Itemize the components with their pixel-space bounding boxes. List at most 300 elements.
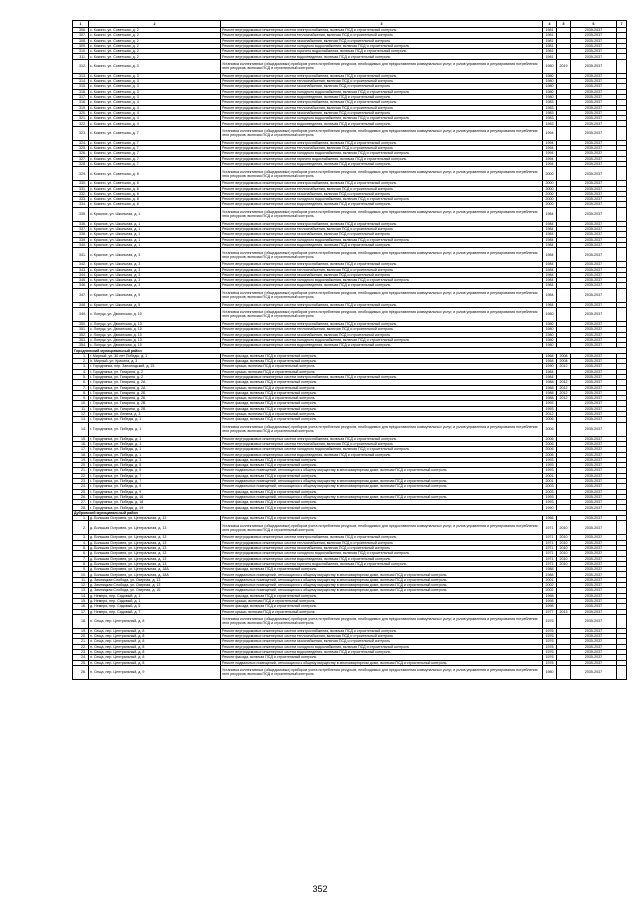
address-cell: с. Кокино, ул. Советская, д. 8 xyxy=(89,191,221,196)
period-cell: 2035-2037 xyxy=(571,321,617,326)
year-built-cell: 1988 xyxy=(543,567,557,572)
address-cell: с. Красное, ул. Школьная, д. 5 xyxy=(89,302,221,307)
repair-schedule-table xyxy=(72,20,627,680)
work-cell: Ремонт крыши, включая ПСД и строительный контроль xyxy=(221,598,543,603)
year-built-cell: 1980 xyxy=(543,321,557,326)
work-cell: Ремонт внутридомовых инженерных систем электроснабжения, включая ПСД и строительный контроль xyxy=(221,221,543,226)
work-cell: Ремонт внутридомовых инженерных систем газоснабжения, включая ПСД и строительный контроль xyxy=(221,38,543,43)
work-cell: Ремонт фасада, включая ПСД и строительный контроль xyxy=(221,380,543,385)
address-cell: с. Кокино, ул. Советская, д. 4 xyxy=(89,121,221,126)
row-number: 6. xyxy=(73,551,89,556)
work-cell: Ремонт внутридомовых инженерных систем водоотведения, включая ПСД и строительный контроль xyxy=(221,242,543,247)
address-cell: с. Кокино, ул. Советская, д. 3 xyxy=(89,59,221,73)
col-header-3: 3 xyxy=(221,21,543,28)
year-built-cell: 2000 xyxy=(543,167,557,181)
address-cell: г. Городнянка, ул. Победы, д. 7 xyxy=(89,473,221,478)
row-number: 333. xyxy=(73,197,89,202)
year-built-cell: 1994 xyxy=(543,146,557,151)
address-cell: г. Городнянка, ул. Гагарина, д. 2В xyxy=(89,406,221,411)
year-built-cell: 1984 xyxy=(543,248,557,262)
period-cell: 2035-2037 xyxy=(571,278,617,283)
year-built-cell: 1981 xyxy=(543,33,557,38)
work-cell: Ремонт фасада, включая ПСД и строительный контроль xyxy=(221,593,543,598)
address-cell: г. Городнянка, ул. Победы, д. 19 xyxy=(89,505,221,510)
period-cell: 2035-2037 xyxy=(571,28,617,33)
work-cell: Ремонт фасада, включая ПСД и строительный контроль xyxy=(221,457,543,462)
year-built-cell: 1968 xyxy=(543,353,557,358)
address-cell: д. Немеро, пер. Садовый, д. 1 xyxy=(89,593,221,598)
row-number: 330. xyxy=(73,181,89,186)
row-number: 335. xyxy=(73,207,89,221)
period-cell: 2035-2037 xyxy=(571,577,617,582)
address-cell: с. Кокино, ул. Советская, д. 3 xyxy=(89,84,221,89)
year-built-cell: 1981 xyxy=(543,43,557,48)
work-cell: Ремонт внутридомовых инженерных систем газоснабжения, включая ПСД и строительный контроль xyxy=(221,110,543,115)
year-built-cell: 1980 xyxy=(543,332,557,337)
address-cell: д. Большая Островня, ул. Центральная, д. 18А xyxy=(89,567,221,572)
work-cell: Ремонт подвальных помещений, относящихся к общему имуществу в многоквартирном доме, включая ПСД и строительный контроль xyxy=(221,484,543,489)
year-repair-cell: 2010 xyxy=(557,561,571,566)
work-cell: Ремонт внутридомовых инженерных систем теплоснабжения, включая ПСД и строительный контроль xyxy=(221,146,543,151)
period-cell: 2035-2037 xyxy=(571,609,617,614)
address-cell: с. Кокино, ул. Советская, д. 8 xyxy=(89,186,221,191)
year-built-cell: 1984 xyxy=(543,227,557,232)
blank-cell xyxy=(617,307,627,321)
year-built-cell: 2001 xyxy=(543,479,557,484)
address-cell: г. Мирный, ул. 30 лет Победы, д. 1 xyxy=(89,353,221,358)
address-cell: г. Городнянка, ул. Победы, д. 1 xyxy=(89,422,221,436)
work-cell: Ремонт внутридомовых инженерных систем теплоснабжения, включая ПСД и строительный контроль xyxy=(221,105,543,110)
period-cell: 2035-2037 xyxy=(571,665,617,679)
period-cell: 2035-2037 xyxy=(571,307,617,321)
address-cell: с. Кокино, ул. Советская, д. 4 xyxy=(89,100,221,105)
year-built-cell: 1993 xyxy=(543,494,557,499)
row-number: 18. xyxy=(73,614,89,628)
address-cell: с. Красное, ул. Школьная, д. 1 xyxy=(89,232,221,237)
row-number: 315. xyxy=(73,84,89,89)
year-built-cell: 1980 xyxy=(543,307,557,321)
year-built-cell: 1981 xyxy=(543,28,557,33)
work-cell: Ремонт внутридомовых инженерных систем электроснабжения, включая ПСД и строительный контроль xyxy=(221,181,543,186)
period-cell: 2035-2037 xyxy=(571,207,617,221)
work-cell: Ремонт внутридомовых инженерных систем водоотведения, включая ПСД и строительный контроль xyxy=(221,283,543,288)
work-cell: Ремонт внутридомовых инженерных систем электроснабжения, включая ПСД и строительный контроль xyxy=(221,535,543,540)
row-number: 354. xyxy=(73,343,89,348)
address-cell: г. Городнянка, ул. Победы, д. 3 xyxy=(89,457,221,462)
address-cell: с. Лопуцк, ул. Дюхинская, д. 10 xyxy=(89,327,221,332)
address-cell: г. Городнянка, ул. Победы, д. 16 xyxy=(89,494,221,499)
address-cell: г. Городнянка, ул. Гагарина, д. 2 xyxy=(89,374,221,379)
period-cell: 2035-2037 xyxy=(571,604,617,609)
period-cell: 2035-2037 xyxy=(571,535,617,540)
row-number: 9. xyxy=(73,396,89,401)
row-number: 326. xyxy=(73,151,89,156)
year-built-cell: 1980 xyxy=(543,73,557,78)
work-cell: Ремонт внутридомовых инженерных систем водоотведения, включая ПСД и строительный контроль xyxy=(221,94,543,99)
year-built-cell: 1990 xyxy=(543,505,557,510)
year-built-cell: 1971 xyxy=(543,545,557,550)
period-cell: 2035-2037 xyxy=(571,588,617,593)
year-built-cell: 1976 xyxy=(543,655,557,660)
row-number: 337. xyxy=(73,227,89,232)
period-cell: 2035-2037 xyxy=(571,283,617,288)
table-row xyxy=(73,307,627,321)
row-number: 22. xyxy=(73,644,89,649)
period-cell: 2035-2037 xyxy=(571,89,617,94)
row-number: 10. xyxy=(73,572,89,577)
year-built-cell: 1993 xyxy=(543,406,557,411)
year-built-cell: 1983 xyxy=(543,110,557,115)
year-built-cell: 1994 xyxy=(543,126,557,140)
blank-cell xyxy=(617,521,627,535)
period-cell: 2035-2037 xyxy=(571,561,617,566)
year-built-cell: 1994 xyxy=(543,161,557,166)
period-cell: 2035-2037 xyxy=(571,94,617,99)
work-cell: Ремонт фасада, включая ПСД и строительный контроль xyxy=(221,401,543,406)
year-repair-cell: 2012 xyxy=(557,364,571,369)
row-number: 22. xyxy=(73,473,89,478)
period-cell: 2035-2037 xyxy=(571,272,617,277)
work-cell: Ремонт внутридомовых инженерных систем водоотведения, включая ПСД и строительный контроль xyxy=(221,343,543,348)
address-cell: с. Кокино, ул. Советская, д. 3 xyxy=(89,79,221,84)
work-cell: Ремонт внутридомовых инженерных систем газоснабжения, включая ПСД и строительный контроль xyxy=(221,191,543,196)
period-cell: 2035-2037 xyxy=(571,227,617,232)
row-number: 8. xyxy=(73,390,89,395)
work-cell: Ремонт внутридомовых инженерных систем электроснабжения, включая ПСД и строительный контроль xyxy=(221,628,543,633)
year-repair-cell xyxy=(557,207,571,221)
work-cell: Ремонт внутридомовых инженерных систем электроснабжения, включая ПСД и строительный контроль xyxy=(221,436,543,441)
year-built-cell: 2006 xyxy=(543,441,557,446)
row-number: 11. xyxy=(73,577,89,582)
year-built-cell: 1983 xyxy=(543,116,557,121)
year-built-cell: 2006 xyxy=(543,447,557,452)
address-cell: с. Красное, ул. Школьная, д. 1 xyxy=(89,227,221,232)
work-cell: Ремонт внутридомовых инженерных систем холодного водоснабжения, включая ПСД и строительный контроль xyxy=(221,151,543,156)
address-cell: г. Городнянка, ул. Победы, д. 1 xyxy=(89,417,221,422)
work-cell: Установка коллективных (общедомовых) приборов учета потребления ресурсов, необходимых для предоставления коммунальных услуг, и узлов управления и регулирования потребления этих ресурсов, включая ПСД и строительный контроль xyxy=(221,59,543,73)
period-cell: 2035-2037 xyxy=(571,479,617,484)
period-cell: 2035-2037 xyxy=(571,181,617,186)
address-cell: п. Сеща, пер. Центральный, д. 8 xyxy=(89,660,221,665)
period-cell: 2035-2037 xyxy=(571,417,617,422)
year-repair-cell: 2010 xyxy=(557,540,571,545)
row-number: 7. xyxy=(73,556,89,561)
address-cell: с. Кокино, ул. Советская, д. 4 xyxy=(89,116,221,121)
year-built-cell: 1998 xyxy=(543,598,557,603)
period-cell: 2035-2037 xyxy=(571,660,617,665)
period-cell: 2035-2037 xyxy=(571,634,617,639)
period-cell: 2035-2037 xyxy=(571,327,617,332)
work-cell: Ремонт внутридомовых инженерных систем холодного водоснабжения, включая ПСД и строительный контроль xyxy=(221,337,543,342)
period-cell: 2035-2037 xyxy=(571,105,617,110)
period-cell: 2035-2037 xyxy=(571,567,617,572)
row-number: 314. xyxy=(73,79,89,84)
year-repair-cell: 2010 xyxy=(557,521,571,535)
row-number: 339. xyxy=(73,237,89,242)
period-cell: 2035-2037 xyxy=(571,593,617,598)
address-cell: г. Городнянка, ул. Ленина, д. 3 xyxy=(89,412,221,417)
year-built-cell: 1988 xyxy=(543,380,557,385)
year-built-cell: 1971 xyxy=(543,540,557,545)
year-built-cell: 2003 xyxy=(543,489,557,494)
period-cell: 2035-2037 xyxy=(571,100,617,105)
period-cell: 2035-2037 xyxy=(571,583,617,588)
year-repair-cell xyxy=(557,307,571,321)
year-built-cell: 1998 xyxy=(543,593,557,598)
period-cell: 2035-2037 xyxy=(571,396,617,401)
year-built-cell: 1976 xyxy=(543,628,557,633)
year-built-cell: 1971 xyxy=(543,551,557,556)
row-number: 23. xyxy=(73,479,89,484)
row-number: 320. xyxy=(73,110,89,115)
year-built-cell: 1984 xyxy=(543,369,557,374)
period-cell: 2035-2037 xyxy=(571,337,617,342)
row-number: 348. xyxy=(73,302,89,307)
year-repair-cell xyxy=(557,126,571,140)
table-row xyxy=(73,665,627,679)
period-cell: 2035-2037 xyxy=(571,38,617,43)
row-number: 353. xyxy=(73,337,89,342)
work-cell: Установка коллективных (общедомовых) приборов учета потребления ресурсов, необходимых для предоставления коммунальных услуг, и узлов управления и регулирования потребления этих ресурсов, включая ПСД и строительный контроль xyxy=(221,307,543,321)
address-cell: с. Красное, ул. Школьная, д. 3 xyxy=(89,283,221,288)
work-cell: Ремонт внутридомовых инженерных систем газоснабжения, включая ПСД и строительный контроль xyxy=(221,272,543,277)
row-number: 20. xyxy=(73,634,89,639)
address-cell: г. Городнянка, ул. Победы, д. 5 xyxy=(89,463,221,468)
year-built-cell: 1983 xyxy=(543,105,557,110)
period-cell: 2035-2037 xyxy=(571,463,617,468)
work-cell: Ремонт подвальных помещений, относящихся к общему имуществу в многоквартирном доме, включая ПСД и строительный контроль xyxy=(221,660,543,665)
year-built-cell: 2006 xyxy=(543,436,557,441)
year-built-cell: 1966 xyxy=(543,516,557,521)
address-cell: д. Большая Островня, ул. Центральная, д. 13 xyxy=(89,521,221,535)
year-built-cell: 1984 xyxy=(543,237,557,242)
period-cell: 2035-2037 xyxy=(571,650,617,655)
col-header-4: 4 xyxy=(543,21,557,28)
row-number: 13. xyxy=(73,417,89,422)
period-cell: 2035-2037 xyxy=(571,521,617,535)
address-cell: д. Зимницкая Слобода, ул. Озерная, д. 15 xyxy=(89,588,221,593)
row-number: 24. xyxy=(73,484,89,489)
address-cell: с. Кокино, ул. Советская, д. 4 xyxy=(89,110,221,115)
row-number: 309. xyxy=(73,43,89,48)
year-repair-cell: 2008 xyxy=(557,353,571,358)
year-built-cell: 1980 xyxy=(543,337,557,342)
address-cell: г. Городнянка, ул. Гагарина, д. 2А xyxy=(89,380,221,385)
row-number: 20. xyxy=(73,463,89,468)
address-cell: с. Кокино, ул. Советская, д. 7 xyxy=(89,146,221,151)
period-cell: 2035-2037 xyxy=(571,156,617,161)
work-cell: Ремонт внутридомовых инженерных систем водоотведения, включая ПСД и строительный контроль xyxy=(221,121,543,126)
work-cell: Ремонт крыши, включая ПСД и строительный контроль xyxy=(221,412,543,417)
row-number: 15. xyxy=(73,598,89,603)
work-cell: Ремонт внутридомовых инженерных систем электроснабжения, включая ПСД и строительный контроль xyxy=(221,302,543,307)
address-cell: д. Немеро, пер. Садовый, д. 1 xyxy=(89,598,221,603)
work-cell: Ремонт внутридомовых инженерных систем теплоснабжения, включая ПСД и строительный контроль xyxy=(221,634,543,639)
address-cell: с. Кокино, ул. Советская, д. 8 xyxy=(89,197,221,202)
year-built-cell: 1994 xyxy=(543,151,557,156)
work-cell: Установка коллективных (общедомовых) приборов учета потребления ресурсов, необходимых для предоставления коммунальных услуг, и узлов управления и регулирования потребления этих ресурсов, включая ПСД и строительный контроль xyxy=(221,665,543,679)
period-cell: 2035-2037 xyxy=(571,84,617,89)
table-row xyxy=(73,288,627,302)
address-cell: с. Кокино, ул. Советская, д. 2 xyxy=(89,54,221,59)
year-repair-cell: 2008 xyxy=(557,359,571,364)
period-cell: 2035-2037 xyxy=(571,540,617,545)
row-number: 24. xyxy=(73,655,89,660)
row-number: 4. xyxy=(73,540,89,545)
period-cell: 2035-2037 xyxy=(571,302,617,307)
row-number: 343. xyxy=(73,267,89,272)
row-number: 10. xyxy=(73,401,89,406)
row-number: 21. xyxy=(73,468,89,473)
row-number: 322. xyxy=(73,121,89,126)
work-cell: Ремонт внутридомовых инженерных систем электроснабжения, включая ПСД и строительный контроль xyxy=(221,140,543,145)
row-number: 28. xyxy=(73,505,89,510)
address-cell: п. Сеща, пер. Центральный, д. 8 xyxy=(89,614,221,628)
year-built-cell: 1993 xyxy=(543,401,557,406)
work-cell: Ремонт внутридомовых инженерных систем теплоснабжения, включая ПСД и строительный контроль xyxy=(221,186,543,191)
year-built-cell: 1993 xyxy=(543,468,557,473)
period-cell: 2035-2037 xyxy=(571,59,617,73)
period-cell: 2035-2037 xyxy=(571,505,617,510)
address-cell: с. Красное, ул. Школьная, д. 3 xyxy=(89,248,221,262)
period-cell: 2035-2037 xyxy=(571,49,617,54)
row-number: 313. xyxy=(73,73,89,78)
row-number: 26. xyxy=(73,494,89,499)
work-cell: Ремонт фасада, включая ПСД и строительный контроль xyxy=(221,604,543,609)
year-built-cell: 2002 xyxy=(543,583,557,588)
year-repair-cell: 2019 xyxy=(557,59,571,73)
row-number: 345. xyxy=(73,278,89,283)
work-cell: Установка коллективных (общедомовых) приборов учета потребления ресурсов, необходимых для предоставления коммунальных услуг, и узлов управления и регулирования потребления этих ресурсов, включая ПСД и строительный контроль xyxy=(221,422,543,436)
year-built-cell: 1984 xyxy=(543,272,557,277)
address-cell: г. Городнянка, ул. Победы, д. 1 xyxy=(89,436,221,441)
period-cell: 2035-2037 xyxy=(571,369,617,374)
row-number: 307. xyxy=(73,33,89,38)
col-header-6: 6 xyxy=(571,21,617,28)
period-cell: 2035-2037 xyxy=(571,374,617,379)
year-built-cell: 2006 xyxy=(543,417,557,422)
section-title: Городнянский муниципальный район xyxy=(73,348,627,353)
blank-cell xyxy=(617,167,627,181)
period-cell: 2035-2037 xyxy=(571,242,617,247)
period-cell: 2035-2037 xyxy=(571,390,617,395)
row-number: 323. xyxy=(73,126,89,140)
row-number: 352. xyxy=(73,332,89,337)
row-number: 329. xyxy=(73,167,89,181)
period-cell: 2035-2037 xyxy=(571,43,617,48)
table-row xyxy=(73,521,627,535)
work-cell: Ремонт фасада, включая ПСД и строительный контроль xyxy=(221,406,543,411)
year-built-cell: 1971 xyxy=(543,535,557,540)
period-cell: 2035-2037 xyxy=(571,484,617,489)
year-built-cell: 1993 xyxy=(543,463,557,468)
work-cell: Ремонт подвальных помещений, относящихся к общему имуществу в многоквартирном доме, включая ПСД и строительный контроль xyxy=(221,572,543,577)
period-cell: 2035-2037 xyxy=(571,151,617,156)
work-cell: Ремонт крыши, включая ПСД и строительный контроль xyxy=(221,385,543,390)
work-cell: Ремонт фасада, включая ПСД и строительный контроль xyxy=(221,417,543,422)
year-built-cell: 2002 xyxy=(543,588,557,593)
work-cell: Ремонт подвальных помещений, относящихся к общему имуществу в многоквартирном доме, включая ПСД и строительный контроль xyxy=(221,577,543,582)
work-cell: Ремонт крыши, включая ПСД и строительный контроль xyxy=(221,396,543,401)
work-cell: Установка коллективных (общедомовых) приборов учета потребления ресурсов, необходимых для предоставления коммунальных услуг, и узлов управления и регулирования потребления этих ресурсов, включая ПСД и строительный контроль xyxy=(221,288,543,302)
work-cell: Ремонт внутридомовых инженерных систем водоотведения, включая ПСД и строительный контроль xyxy=(221,54,543,59)
address-cell: п. Сеща, пер. Центральный, д. 8 xyxy=(89,628,221,633)
period-cell: 2035-2037 xyxy=(571,401,617,406)
period-cell: 2035-2037 xyxy=(571,436,617,441)
address-cell: с. Кокино, ул. Советская, д. 7 xyxy=(89,161,221,166)
row-number: 9. xyxy=(73,567,89,572)
row-number: 317. xyxy=(73,94,89,99)
year-built-cell: 1977 xyxy=(543,609,557,614)
year-repair-cell: 2010 xyxy=(557,556,571,561)
work-cell: Установка коллективных (общедомовых) приборов учета потребления ресурсов, необходимых для предоставления коммунальных услуг, и узлов управления и регулирования потребления этих ресурсов, включая ПСД и строительный контроль xyxy=(221,248,543,262)
work-cell: Ремонт внутридомовых инженерных систем теплоснабжения, включая ПСД и строительный контроль xyxy=(221,79,543,84)
year-built-cell: 1981 xyxy=(543,49,557,54)
period-cell: 2035-2037 xyxy=(571,121,617,126)
address-cell: п. Мирный, ул. Красина, д. 3 xyxy=(89,359,221,364)
year-built-cell: 1984 xyxy=(543,288,557,302)
row-number: 341. xyxy=(73,248,89,262)
work-cell: Ремонт внутридомовых инженерных систем горячего водоснабжения, включая ПСД и строительный контроль xyxy=(221,156,543,161)
period-cell: 2035-2037 xyxy=(571,364,617,369)
row-number: 21. xyxy=(73,639,89,644)
year-built-cell: 1993 xyxy=(543,457,557,462)
period-cell: 2035-2037 xyxy=(571,406,617,411)
row-number: 17. xyxy=(73,609,89,614)
address-cell: с. Лопуцк, ул. Дюхинская, д. 10 xyxy=(89,343,221,348)
period-cell: 2035-2037 xyxy=(571,140,617,145)
address-cell: п. Сеща, пер. Центральный, д. 8 xyxy=(89,650,221,655)
period-cell: 2035-2037 xyxy=(571,73,617,78)
row-number: 6. xyxy=(73,380,89,385)
year-repair-cell xyxy=(557,167,571,181)
row-number: 318. xyxy=(73,100,89,105)
work-cell: Ремонт внутридомовых инженерных систем холодного водоснабжения, включая ПСД и строительный контроль xyxy=(221,278,543,283)
address-cell: д. Зимницкая Слобода, ул. Озерная, д. 13 xyxy=(89,577,221,582)
year-built-cell: 1980 xyxy=(543,327,557,332)
period-cell: 2035-2037 xyxy=(571,494,617,499)
work-cell: Ремонт фасада, включая ПСД и строительный контроль xyxy=(221,473,543,478)
year-built-cell: 1988 xyxy=(543,396,557,401)
period-cell: 2035-2037 xyxy=(571,248,617,262)
work-cell: Ремонт внутридомовых инженерных систем водоотведения, включая ПСД и строительный контроль xyxy=(221,202,543,207)
year-built-cell: 1980 xyxy=(543,59,557,73)
year-built-cell: 1984 xyxy=(543,374,557,379)
year-repair-cell: 2012 xyxy=(557,380,571,385)
work-cell: Ремонт подвальных помещений, относящихся к общему имуществу в многоквартирном доме, включая ПСД и строительный контроль xyxy=(221,468,543,473)
address-cell: с. Кокино, ул. Советская, д. 7 xyxy=(89,126,221,140)
period-cell: 2035-2037 xyxy=(571,556,617,561)
period-cell: 2035-2037 xyxy=(571,110,617,115)
year-built-cell: 1976 xyxy=(543,650,557,655)
work-cell: Ремонт фасада, включая ПСД и строительный контроль xyxy=(221,567,543,572)
row-number: 2. xyxy=(73,359,89,364)
address-cell: с. Красное, ул. Школьная, д. 3 xyxy=(89,267,221,272)
blank-cell xyxy=(617,248,627,262)
period-cell: 2035-2037 xyxy=(571,551,617,556)
period-cell: 2035-2037 xyxy=(571,161,617,166)
period-cell: 2035-2037 xyxy=(571,655,617,660)
year-built-cell: 1958 xyxy=(543,359,557,364)
work-cell: Ремонт внутридомовых инженерных систем горячего водоснабжения, включая ПСД и строительный контроль xyxy=(221,49,543,54)
address-cell: д. Большая Островня, ул. Центральная, д. 13 xyxy=(89,535,221,540)
year-built-cell: 1988 xyxy=(543,390,557,395)
year-built-cell: 1971 xyxy=(543,556,557,561)
address-cell: д. Большая Островня, ул. Центральная, д. 12 xyxy=(89,516,221,521)
row-number: 12. xyxy=(73,412,89,417)
table-body xyxy=(73,28,627,680)
address-cell: с. Кокино, ул. Советская, д. 2 xyxy=(89,33,221,38)
